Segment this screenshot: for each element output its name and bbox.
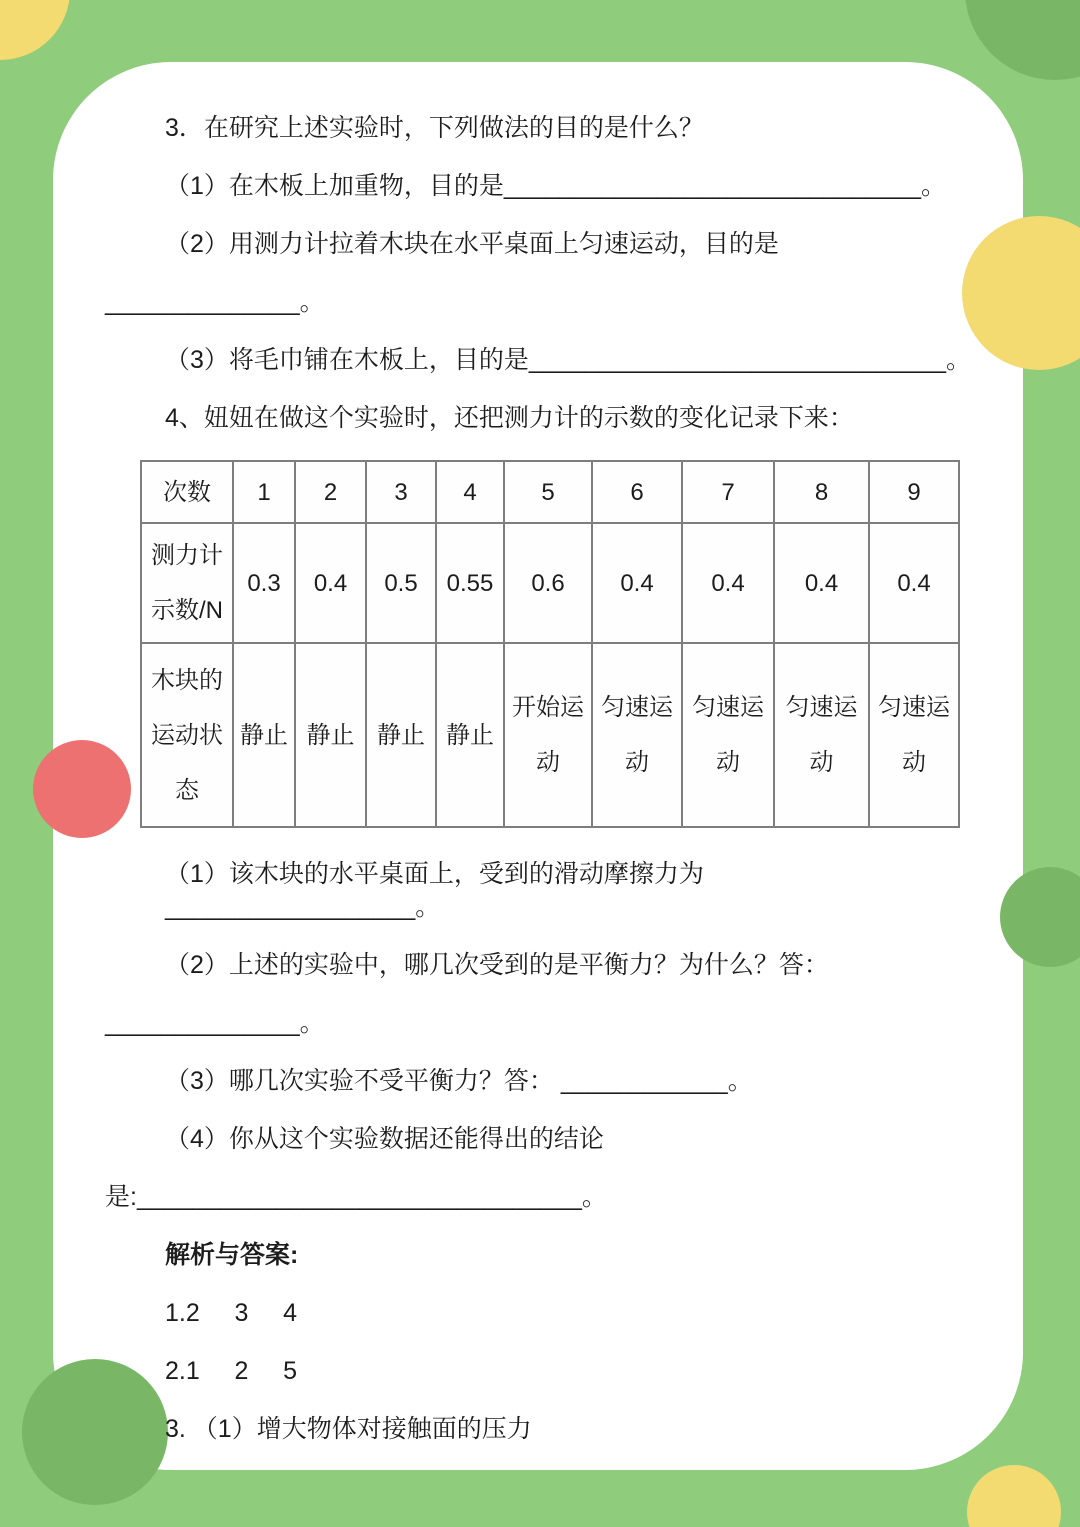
table-cell: 0.5 [366, 523, 436, 643]
question-4-sub-2: （2）上述的实验中，哪几次受到的是平衡力？为什么？答： [165, 951, 829, 979]
question-4-sub-2-blank: ______________。 [105, 1009, 325, 1037]
answer-line-2: 2.1 2 5 [165, 1357, 298, 1385]
question-3-item-2-blank: ______________。 [105, 288, 325, 316]
table-cell: 0.3 [233, 523, 295, 643]
table-row-motion-state [141, 643, 959, 827]
question-3-item-2: （2）用测力计拉着木块在水平桌面上匀速运动，目的是 [165, 230, 779, 258]
worksheet-content [53, 62, 1023, 1470]
answer-line-1: 1.2 3 4 [165, 1299, 298, 1327]
table-cell: 4 [436, 461, 504, 523]
table-cell: 7 [682, 461, 774, 523]
question-4-sub-4: （4）你从这个实验数据还能得出的结论 [165, 1125, 604, 1153]
table-cell: 匀速运动 [592, 643, 682, 827]
table-cell: 6 [592, 461, 682, 523]
table-cell: 匀速运动 [774, 643, 869, 827]
answer-line-3: 3. （1）增大物体对接触面的压力 [165, 1415, 532, 1443]
table-cell: 匀速运动 [869, 643, 959, 827]
table-cell: 0.4 [682, 523, 774, 643]
table-cell: 0.4 [295, 523, 366, 643]
table-cell: 0.4 [592, 523, 682, 643]
experiment-data-table [140, 460, 960, 828]
table-cell: 1 [233, 461, 295, 523]
decor-circle-yellow-bottom-right [967, 1465, 1061, 1527]
question-3-item-1: （1）在木板上加重物，目的是______________________________。 [165, 172, 947, 200]
table-cell: 5 [504, 461, 592, 523]
table-cell: 9 [869, 461, 959, 523]
table-row-force-reading [141, 523, 959, 643]
question-4-sub-1: （1）该木块的水平桌面上，受到的滑动摩擦力为__________________。 [165, 860, 704, 921]
table-cell: 8 [774, 461, 869, 523]
table-cell: 2 [295, 461, 366, 523]
table-cell: 次数 [141, 461, 233, 523]
question-4-sub-3: （3）哪几次实验不受平衡力？答： ____________。 [165, 1067, 753, 1095]
table-cell: 静止 [295, 643, 366, 827]
decor-circle-yellow-top-left [0, 0, 70, 60]
table-cell: 静止 [233, 643, 295, 827]
table-cell: 0.6 [504, 523, 592, 643]
table-cell: 3 [366, 461, 436, 523]
question-3-title: 3．在研究上述实验时，下列做法的目的是什么？ [165, 114, 704, 142]
table-cell: 0.4 [774, 523, 869, 643]
table-cell: 0.4 [869, 523, 959, 643]
question-4-title: 4、妞妞在做这个实验时，还把测力计的示数的变化记录下来： [165, 404, 854, 432]
table-cell: 静止 [366, 643, 436, 827]
table-row-trial-number [141, 461, 959, 523]
table-cell: 测力计示数/N [141, 523, 233, 643]
answers-heading: 解析与答案: [165, 1241, 299, 1269]
table-cell: 木块的运动状态 [141, 643, 233, 827]
table-cell: 匀速运动 [682, 643, 774, 827]
table-cell: 0.55 [436, 523, 504, 643]
question-4-sub-4-blank: 是:________________________________。 [105, 1183, 607, 1211]
table-cell: 静止 [436, 643, 504, 827]
question-3-item-3: （3）将毛巾铺在木板上，目的是______________________________。 [165, 346, 972, 374]
table-cell: 开始运动 [504, 643, 592, 827]
